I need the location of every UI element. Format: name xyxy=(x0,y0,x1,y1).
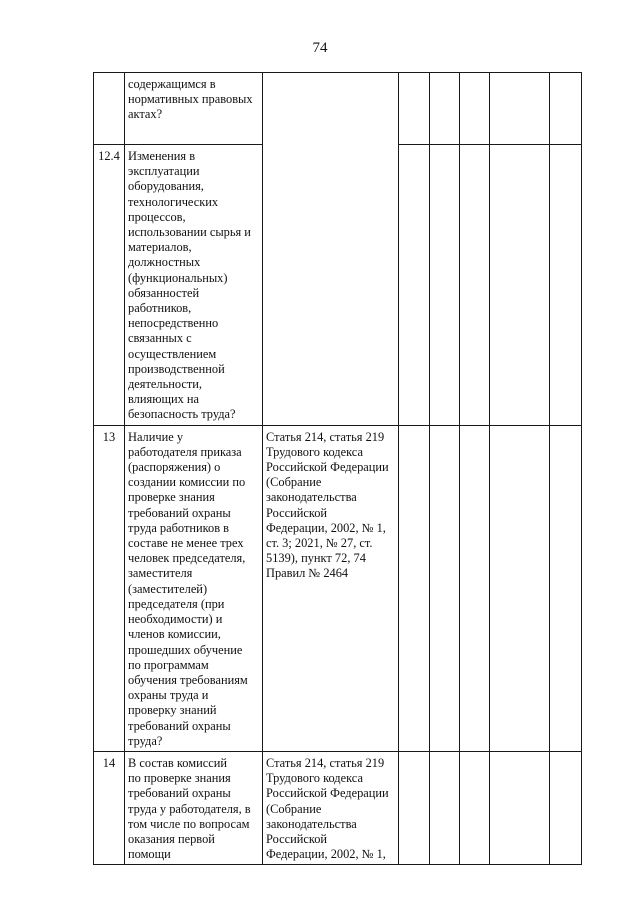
answer-na-cell[interactable] xyxy=(460,751,490,864)
answer-no-cell[interactable] xyxy=(430,145,460,426)
checklist-table xyxy=(93,72,582,865)
extra-cell[interactable] xyxy=(550,73,582,145)
answer-no-cell[interactable] xyxy=(430,425,460,751)
answer-yes-cell[interactable] xyxy=(399,73,430,145)
answer-yes-cell[interactable] xyxy=(399,145,430,426)
row-number: 14 xyxy=(94,751,125,864)
question-cell: Изменения в эксплуатации оборудования, технологических процессов, использовании сырья и материалов, должностных (функциональных) обязанностей работников, непосредственно связанных с осуществлением производственной деятельности, влияющих на безопасность труда? xyxy=(125,145,263,426)
row-number xyxy=(94,73,125,145)
answer-na-cell[interactable] xyxy=(460,425,490,751)
answer-yes-cell[interactable] xyxy=(399,425,430,751)
table-row xyxy=(94,425,582,751)
answer-yes-cell[interactable] xyxy=(399,751,430,864)
answer-no-cell[interactable] xyxy=(430,73,460,145)
row-number: 12.4 xyxy=(94,145,125,426)
extra-cell[interactable] xyxy=(550,425,582,751)
note-cell[interactable] xyxy=(490,751,550,864)
answer-na-cell[interactable] xyxy=(460,73,490,145)
question-cell: В состав комиссий по проверке знания требований охраны труда у работодателя, в том числе по вопросам оказания первой помощи xyxy=(125,751,263,864)
legal-reference-cell xyxy=(263,73,399,426)
table-row xyxy=(94,73,582,145)
legal-reference-cell: Статья 214, статья 219 Трудового кодекса Российской Федерации (Собрание законодательства Российской Федерации, 2002, № 1, ст. 3; 2021, № 27, ст. 5139), пункт 72, 74 Правил № 2464 xyxy=(263,425,399,751)
answer-na-cell[interactable] xyxy=(460,145,490,426)
legal-reference-cell: Статья 214, статья 219 Трудового кодекса Российской Федерации (Собрание законодательства Российской Федерации, 2002, № 1, xyxy=(263,751,399,864)
page-number: 74 xyxy=(312,40,328,56)
row-number: 13 xyxy=(94,425,125,751)
table-row xyxy=(94,751,582,864)
extra-cell[interactable] xyxy=(550,751,582,864)
note-cell[interactable] xyxy=(490,145,550,426)
note-cell[interactable] xyxy=(490,425,550,751)
question-cell: содержащимся в нормативных правовых актах? xyxy=(125,73,263,145)
extra-cell[interactable] xyxy=(550,145,582,426)
question-cell: Наличие у работодателя приказа (распоряжения) о создании комиссии по проверке знания требований охраны труда работников в составе не менее трех человек председателя, заместителя (заместителей) председателя (при необходимости) и членов комиссии, прошедших обучение по программам обучения требованиям охраны труда и проверку знаний требований охраны труда? xyxy=(125,425,263,751)
answer-no-cell[interactable] xyxy=(430,751,460,864)
note-cell[interactable] xyxy=(490,73,550,145)
